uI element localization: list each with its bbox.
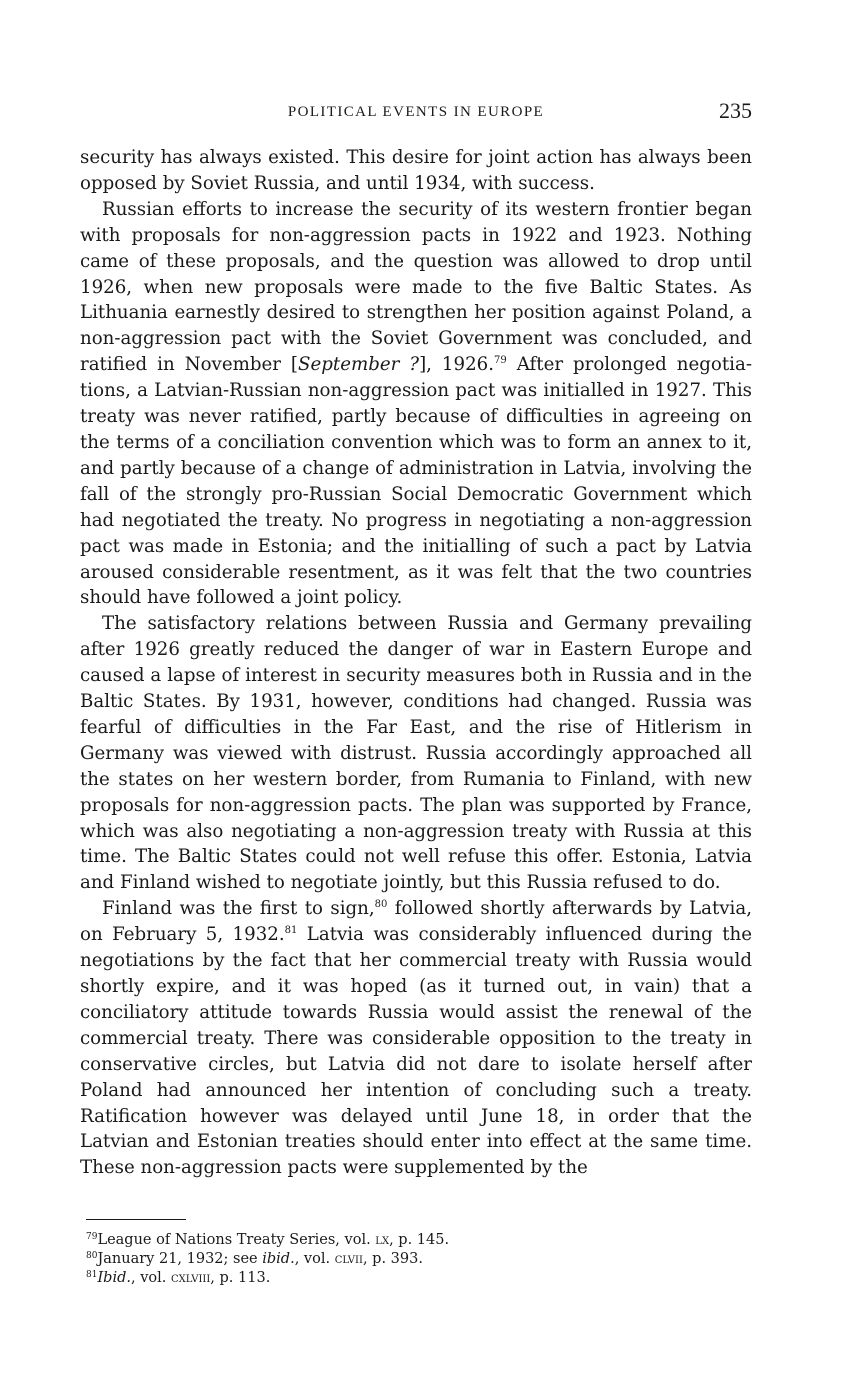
ibid-italic: Ibid. [97,1270,131,1286]
paragraph-text: Russian efforts to increase the security of its western frontier began with proposals for non-aggression pacts in 1922 and 1923. Nothing came of these proposals, and the question was allowed to drop until 1926, when new proposals were made to the five Baltic States. As Lithuania earnestly desired to strengthen her position against Poland, a non-aggression pact with the Soviet Government was concluded, and ratified in November [ [80,198,752,376]
footnote-81 [86,1269,726,1288]
ibid-italic: ibid. [262,1251,295,1267]
paragraph-text: Finland was the first to sign, [102,898,375,920]
footnote-text: , p. 113. [210,1270,271,1286]
volume-numeral: lx [375,1232,390,1248]
footnote-ref-80[interactable]: 80 [374,899,388,911]
footnote-mark: 79 [86,1232,98,1242]
body-text [80,145,752,1181]
footnote-80 [86,1250,726,1269]
page-number: 235 [719,98,752,123]
footnote-mark: 81 [86,1270,98,1280]
running-title: POLITICAL EVENTS IN EUROPE [287,104,545,120]
footnote-text: League of Nations Treaty Series, vol. [97,1232,376,1248]
footnote-mark: 80 [86,1251,98,1261]
paragraph-continued [80,145,752,197]
paragraph-text: After prolonged negotiations, a Latvian-Russian non-aggression pact was initialled in 1927. This treaty was never ratified, partly because of difficulties in agreeing on the terms of a conciliation convention which was to form an annex to it, and partly because of a change of administration in Latvia, involving the fall of the strongly pro-Russian Social Democratic Government which had negotiated the treaty. No progress in negotiating a non-aggression pact was made in Estonia; and the initialling of such a pact by Latvia aroused considerable resentment, as it was felt that the two countries should have followed a joint policy. [80,354,753,609]
footnote-ref-79[interactable]: 79 [494,355,507,367]
footnote-text: , vol. [131,1270,171,1286]
paragraph-text: ], 1926. [419,354,494,376]
paragraph-russian-efforts [80,197,752,612]
paragraph-text: Latvia was considerably influenced during the negotiations by the fact that her commercial treaty with Russia would shortly expire, and it was hoped (as it turned out, in vain) that a conciliatory attitude towards Russia would assist the renewal of the commercial treaty. There was considerable opposition to the treaty in conservative circles, but Latvia did not dare to isolate herself after Poland had announced her intention of concluding such a treaty. Ratification however was delayed until June 18, in order that the Latvian and Estonian treaties should enter into effect at the same time. These non-aggression pacts were supplemented by the [80,924,752,1179]
footnote-text: , p. 393. [362,1251,423,1267]
italic-date: September ? [298,354,420,376]
footnotes [86,1231,726,1288]
running-head [80,98,752,128]
paragraph-text: security has always existed. This desire for joint action has always been opposed by Soviet Russia, and until 1934, with success. [80,147,752,194]
footnote-text: , vol. [294,1251,335,1267]
footnote-text: January 21, 1932; see [97,1251,263,1267]
paragraph-satisfactory-relations [80,611,752,896]
footnote-79 [86,1231,726,1250]
volume-numeral: clvii [334,1251,363,1267]
paragraph-finland-first [80,896,752,1181]
volume-numeral: cxlviii [171,1270,211,1286]
footnote-text: , p. 145. [389,1232,450,1248]
paragraph-text: followed shortly afterwards by Latvia, on February 5, 1932. [80,898,752,946]
footnote-ref-81[interactable]: 81 [284,925,298,937]
paragraph-text: The satisfactory relations between Russia and Germany prevailing after 1926 greatly reduced the danger of war in Eastern Europe and caused a lapse of interest in security measures both in Russia and in the Baltic States. By 1931, however, conditions had changed. Russia was fearful of difficulties in the Far East, and the rise of Hitlerism in Germany was viewed with distrust. Russia accordingly approached all the states on her western border, from Rumania to Finland, with new proposals for non-aggression pacts. The plan was supported by France, which was also negotiating a non-aggression treaty with Russia at this time. The Baltic States could not well refuse this offer. Estonia, Latvia and Finland wished to negotiate jointly, but this Russia refused to do. [80,613,752,894]
footnote-divider [86,1219,186,1220]
